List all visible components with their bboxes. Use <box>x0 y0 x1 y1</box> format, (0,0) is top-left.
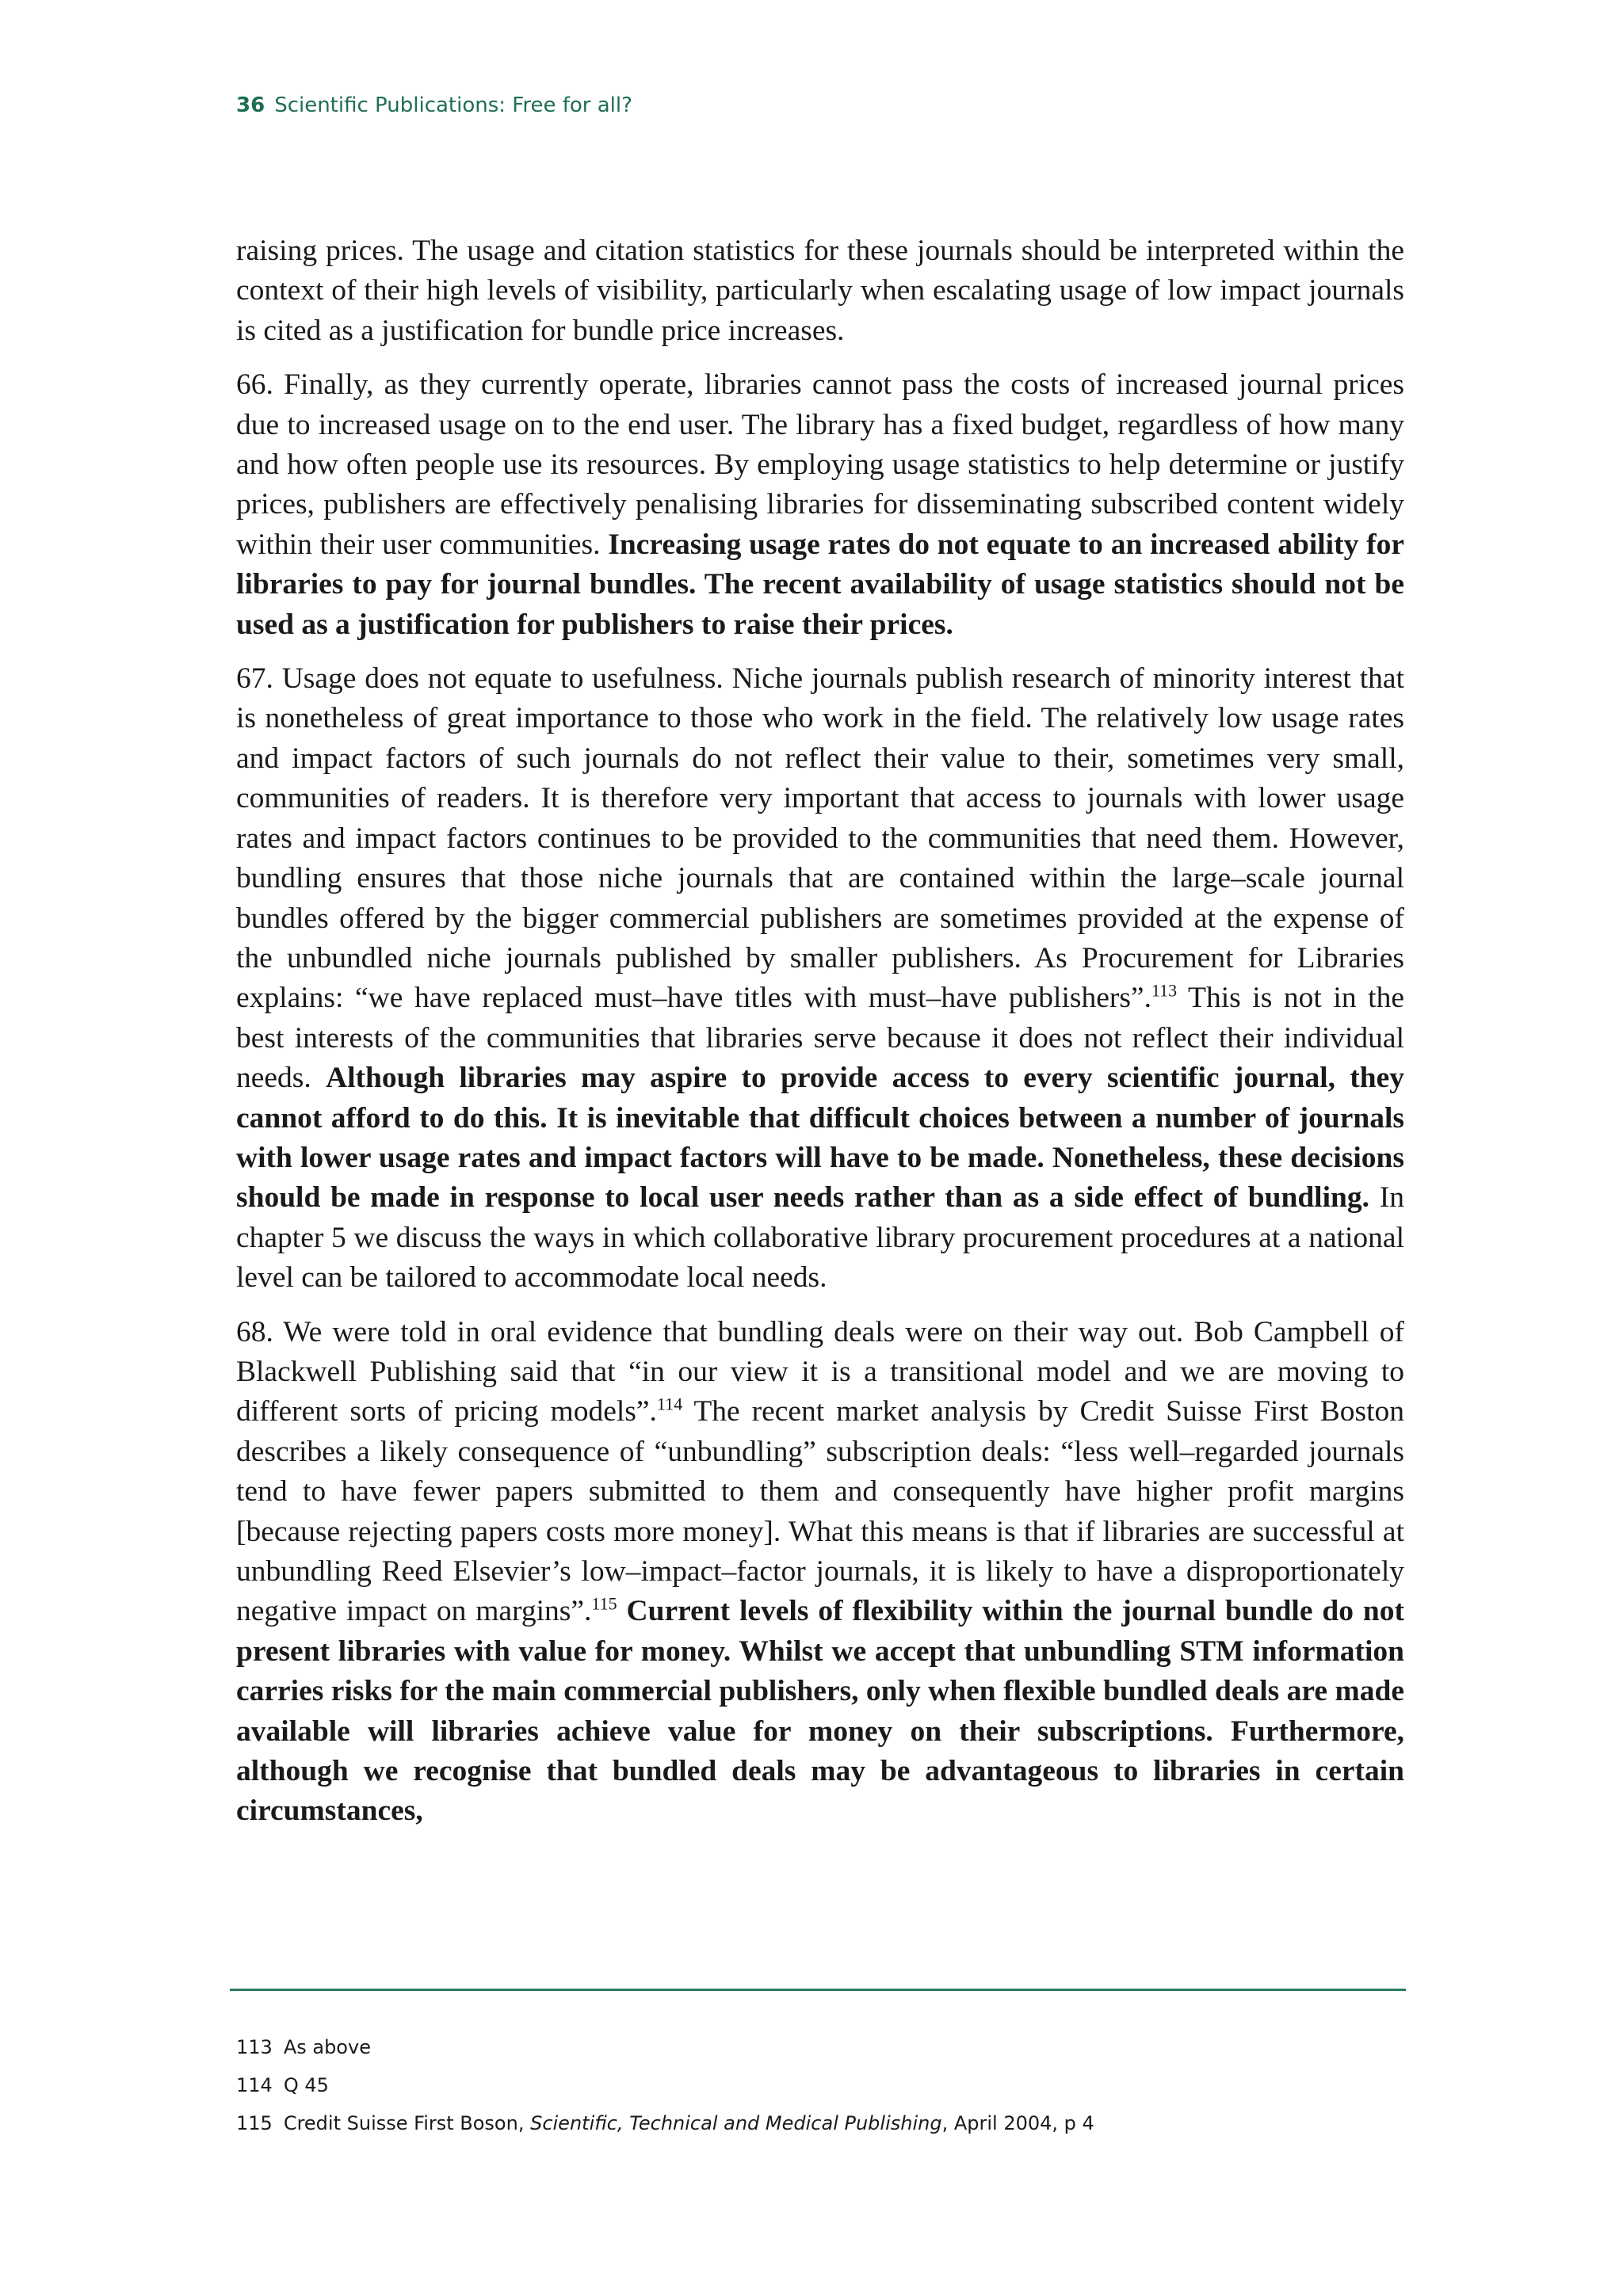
footnote-number: 113 <box>236 2036 273 2058</box>
footnote-113 <box>236 2028 1404 2066</box>
paragraph-text: 68. We were told in oral evidence that bundling deals were on their way out. Bob Campbell of Blackwell Publishing said that “in our view it is a transitional model and we are moving to different sorts of pricing models”. <box>236 1315 1404 1428</box>
page-number: 36 <box>236 93 265 117</box>
footnote-text: Credit Suisse First Boson, <box>283 2112 531 2134</box>
bold-recommendation: Current levels of flexibility within the journal bundle do not present libraries with value for money. Whilst we accept that unbundling STM information carries risks for the main commercial publishers, only when flexible bundled deals are made available will libraries achieve value for money on their subscriptions. Furthermore, although we recognise that bundled deals may be advantageous to libraries in certain circumstances, <box>236 1595 1404 1828</box>
footnote-title: Scientific, Technical and Medical Publishing <box>530 2112 942 2134</box>
footnote-114 <box>236 2066 1404 2104</box>
paragraph <box>236 659 1404 1299</box>
paragraph-text: The recent market analysis by Credit Suisse First Boston describes a likely consequence of “unbundling” subscription deals: “less well–regarded journals tend to have fewer papers submitted to them and consequently have higher profit margins [because rejecting papers costs more money]. What this means is that if libraries are successful at unbundling Reed Elsevier’s low–impact–factor journals, it is likely to have a disproportionately negative impact on margins”. <box>236 1395 1405 1628</box>
footnote-ref: 113 <box>1151 980 1178 1001</box>
footnote-ref: 115 <box>591 1593 617 1614</box>
footnote-divider <box>230 1989 1406 1991</box>
paragraph-text: In chapter 5 we discuss the ways in which collaborative library procurement procedures at a national level can be tailored to accommodate local needs. <box>236 1181 1404 1295</box>
footnote-text: , April 2004, p 4 <box>941 2112 1094 2134</box>
paragraph-text: This is not in the best interests of the communities that libraries serve because it does not reflect their individual needs. <box>236 982 1404 1095</box>
running-head <box>236 93 632 117</box>
footnote-number: 114 <box>236 2074 273 2096</box>
footnote-number: 115 <box>236 2112 273 2134</box>
paragraph-text: 66. Finally, as they currently operate, libraries cannot pass the costs of increased journal prices due to increased usage on to the end user. The library has a fixed budget, regardless of how many and how often people use its resources. By employing usage statistics to help determine or justify prices, publishers are effectively penalising libraries for disseminating subscribed content widely within their user communities. <box>236 368 1404 561</box>
paragraph-text: raising prices. The usage and citation statistics for these journals should be interpreted within the context of their high levels of visibility, particularly when escalating usage of low impact journals is cited as a justification for bundle price increases. <box>236 235 1404 347</box>
footnote-text: Q 45 <box>283 2074 329 2096</box>
paragraph <box>236 1313 1404 1832</box>
running-head-title: Scientific Publications: Free for all? <box>274 93 632 117</box>
body-text <box>236 231 1404 1846</box>
bold-recommendation: Although libraries may aspire to provide access to every scientific journal, they cannot afford to do this. It is inevitable that difficult choices between a number of journals with lower usage rates and impact factors will have to be made. Nonetheless, these decisions should be made in response to local user needs rather than as a side effect of bundling. <box>236 1062 1405 1215</box>
bold-recommendation: Increasing usage rates do not equate to an increased ability for libraries to pay for journal bundles. The recent availability of usage statistics should not be used as a justification for publishers to raise their prices. <box>236 528 1404 641</box>
paragraph <box>236 365 1404 645</box>
paragraph-text: 67. Usage does not equate to usefulness. Niche journals publish research of minority interest that is nonetheless of great importance to those who work in the field. The relatively low usage rates and impact factors of such journals do not reflect their value to their, sometimes very small, communities of readers. It is therefore very important that access to journals with lower usage rates and impact factors continues to be provided to the communities that need them. However, bundling ensures that those niche journals that are contained within the large–scale journal bundles offered by the bigger commercial publishers are sometimes provided at the expense of the unbundled niche journals published by smaller publishers. As Procurement for Libraries explains: “we have replaced must–have titles with must–have publishers”. <box>236 662 1404 1015</box>
footnotes <box>236 2028 1404 2142</box>
paragraph <box>236 231 1404 351</box>
paragraph-text <box>617 1595 627 1627</box>
footnote-115 <box>236 2104 1404 2142</box>
footnote-ref: 114 <box>656 1394 683 1414</box>
footnote-text: As above <box>283 2036 371 2058</box>
